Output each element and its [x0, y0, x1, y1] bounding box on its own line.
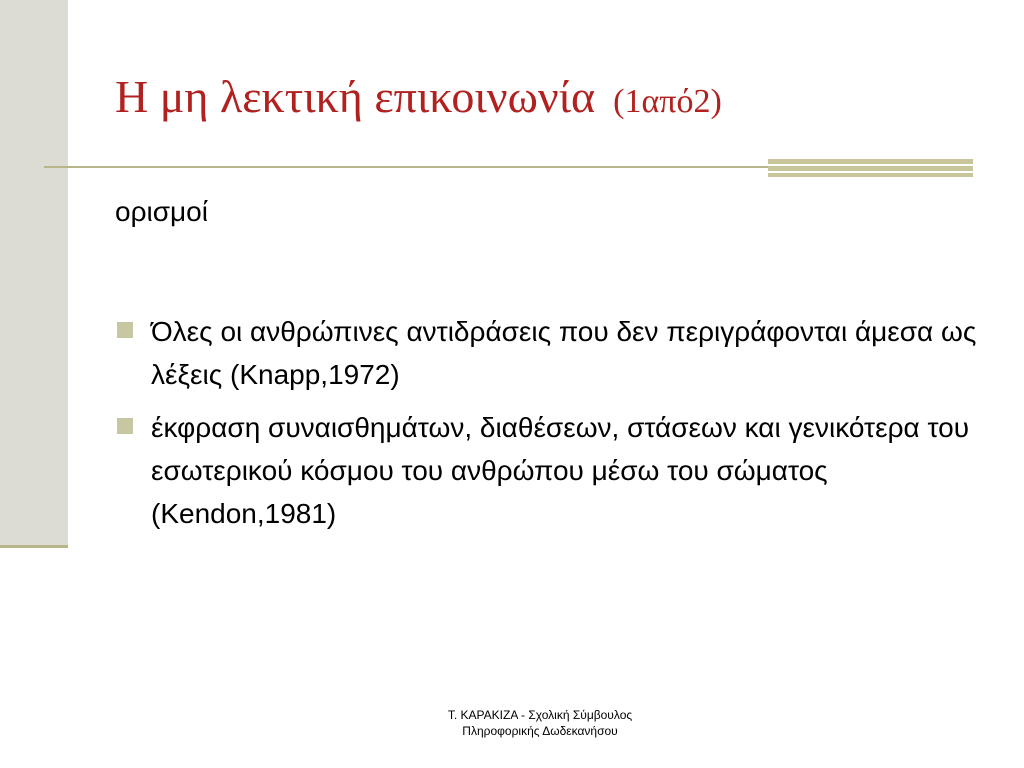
sidebar-bottom-edge: [0, 545, 68, 548]
title-divider-block: [768, 159, 973, 177]
square-bullet-icon: [117, 418, 133, 434]
left-sidebar-decoration: [0, 0, 68, 548]
slide-footer: [400, 707, 680, 739]
footer-author-line: Τ. ΚΑΡΑΚΙΖΑ - Σχολική Σύμβουλος: [447, 708, 633, 722]
slide-title: [115, 70, 722, 123]
square-bullet-icon: [117, 322, 133, 338]
title-main-text: Η μη λεκτική επικοινωνία: [115, 71, 596, 122]
bullet-list: [117, 310, 977, 545]
bullet-text: έκφραση συναισθημάτων, διαθέσεων, στάσεων και γενικότερα του εσωτερικού κόσμου του ανθρώπου μέσω του σώματος (Kendon,1981): [151, 412, 970, 529]
bullet-text: Όλες οι ανθρώπινες αντιδράσεις που δεν περιγράφονται άμεσα ως λέξεις (Knapp,1972): [151, 316, 977, 390]
bullet-item: [117, 310, 977, 396]
bullet-item: [117, 406, 977, 535]
slide-subheading: ορισμοί: [115, 196, 208, 227]
footer-subject-line: Πληροφορικής Δωδεκανήσου: [462, 724, 618, 738]
title-page-indicator: (1από2): [613, 83, 722, 120]
title-divider-line: [44, 166, 768, 168]
